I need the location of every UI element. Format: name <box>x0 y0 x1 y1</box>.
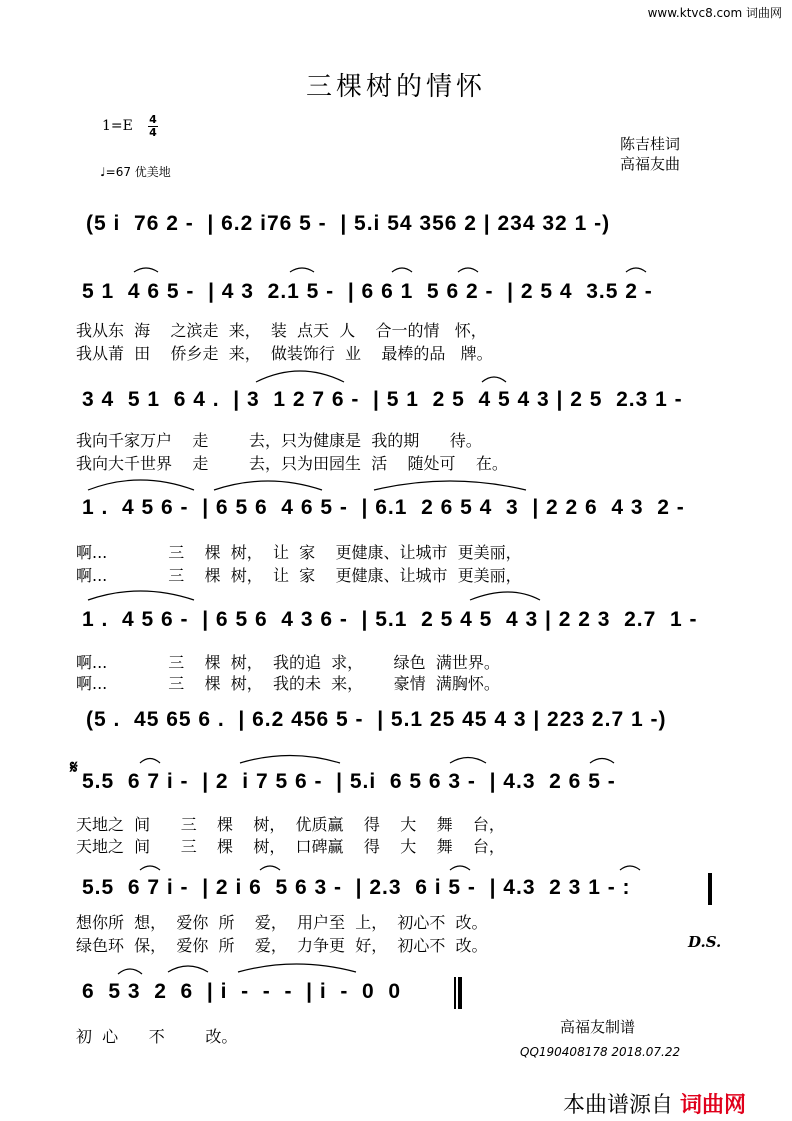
lyrics-row-3-verse-1: 我向千家万户 走 去，只为健康是 我的期 待。 <box>76 431 482 450</box>
slur <box>620 866 640 870</box>
slur <box>214 481 322 490</box>
notation-row-3: 3 4 5 1 6 4 . | 3 1 2 7 6 - | 5 1 2 5 4 5 4 3 | 2 5 2.3 1 - <box>82 388 683 411</box>
notation-row-9: 6 5 3 2 6 | i - - - | i - 0 0 <box>82 980 402 1003</box>
lyrics-row-4-verse-2: 啊... 三 棵 树， 让 家 更健康、让城市 更美丽， <box>76 566 522 585</box>
slur <box>260 866 280 870</box>
notation-row-2: 5 1 4 6 5 - | 4 3 2.1 5 - | 6 6 1 5 6 2 - | 2 5 4 3.5 2 - <box>82 280 653 303</box>
key-signature: 1=E <box>102 118 133 134</box>
source-line <box>563 1088 746 1119</box>
notation-row-1: (5 i 76 2 - | 6.2 i76 5 - | 5.i 54 356 2 | 234 32 1 -) <box>86 212 611 235</box>
notation-row-6: (5 . 45 65 6 . | 6.2 456 5 - | 5.1 25 45 4 3 | 223 2.7 1 -) <box>86 708 667 731</box>
lyrics-row-2-verse-1: 我从东 海 之滨走 来， 装 点天 人 合一的情 怀， <box>76 321 487 340</box>
source-prefix: 本曲谱源自 <box>563 1093 674 1118</box>
slur <box>470 592 540 600</box>
slur <box>290 268 314 272</box>
lyrics-row-5-verse-2: 啊... 三 棵 树， 我的未 来， 豪情 满胸怀。 <box>76 674 500 693</box>
slur <box>238 964 356 972</box>
segno-sign: 𝄋 <box>70 757 78 778</box>
slur <box>458 268 478 272</box>
notation-row-5: 1 . 4 5 6 - | 6 5 6 4 3 6 - | 5.1 2 5 4 5 4 3 | 2 2 3 2.7 1 - <box>82 608 698 631</box>
lyrics-row-7-verse-1: 天地之 间 三 棵 树， 优质赢 得 大 舞 台， <box>76 815 505 834</box>
lyrics-row-4-verse-1: 啊... 三 棵 树， 让 家 更健康、让城市 更美丽， <box>76 543 522 562</box>
slur <box>374 481 526 490</box>
tempo-marking: ♩=67 优美地 <box>100 165 171 179</box>
slur <box>240 756 340 764</box>
site-watermark: www.ktvc8.com 词曲网 <box>647 6 782 20</box>
lyricist: 陈吉桂词 <box>620 135 681 153</box>
slur <box>140 866 160 870</box>
lyrics-row-7-verse-2: 天地之 间 三 棵 树， 口碑赢 得 大 舞 台， <box>76 837 505 856</box>
source-brand-link[interactable]: 词曲网 <box>680 1093 747 1118</box>
slur <box>392 268 412 272</box>
slur <box>88 591 194 600</box>
slur <box>134 268 158 272</box>
slur <box>450 866 470 870</box>
transcriber: 高福友制谱 <box>560 1018 636 1036</box>
slur <box>590 759 614 764</box>
song-title: 三棵树的情怀 <box>305 72 486 102</box>
slur <box>168 966 208 972</box>
dal-segno-mark: D.S. <box>688 933 722 951</box>
lyrics-row-8-verse-2: 绿色环 保， 爱你 所 爱， 力争更 好， 初心不 改。 <box>76 936 488 955</box>
slur <box>450 758 486 764</box>
contact-date: QQ190408178 2018.07.22 <box>520 1045 681 1059</box>
slur <box>626 268 646 272</box>
composer: 高福友曲 <box>620 155 681 173</box>
time-top: 4 <box>149 113 157 126</box>
slur <box>482 377 506 382</box>
slur <box>118 969 142 974</box>
lyrics-row-9: 初 心 不 改。 <box>76 1027 238 1046</box>
lyrics-row-8-verse-1: 想你所 想， 爱你 所 爱， 用户至 上， 初心不 改。 <box>76 913 488 932</box>
lyrics-row-2-verse-2: 我从莆 田 侨乡走 来， 做装饰行 业 最棒的品 牌。 <box>76 344 493 363</box>
lyrics-row-5-verse-1: 啊... 三 棵 树， 我的追 求， 绿色 满世界。 <box>76 653 500 672</box>
notation-row-7: 5.5 6 7 i - | 2 i 7 5 6 - | 5.i 6 5 6 3 - | 4.3 2 6 5 - <box>82 770 616 793</box>
slur <box>88 480 194 490</box>
slur <box>256 371 344 382</box>
lyrics-row-3-verse-2: 我向大千世界 走 去，只为田园生 活 随处可 在。 <box>76 454 508 473</box>
notation-row-4: 1 . 4 5 6 - | 6 5 6 4 6 5 - | 6.1 2 6 5 4 3 | 2 2 6 4 3 2 - <box>82 496 685 519</box>
notation-row-8: 5.5 6 7 i - | 2 i 6 5 6 3 - | 2.3 6 i 5 - | 4.3 2 3 1 - : <box>82 876 631 899</box>
time-bottom: 4 <box>149 126 157 139</box>
slur <box>140 759 160 764</box>
